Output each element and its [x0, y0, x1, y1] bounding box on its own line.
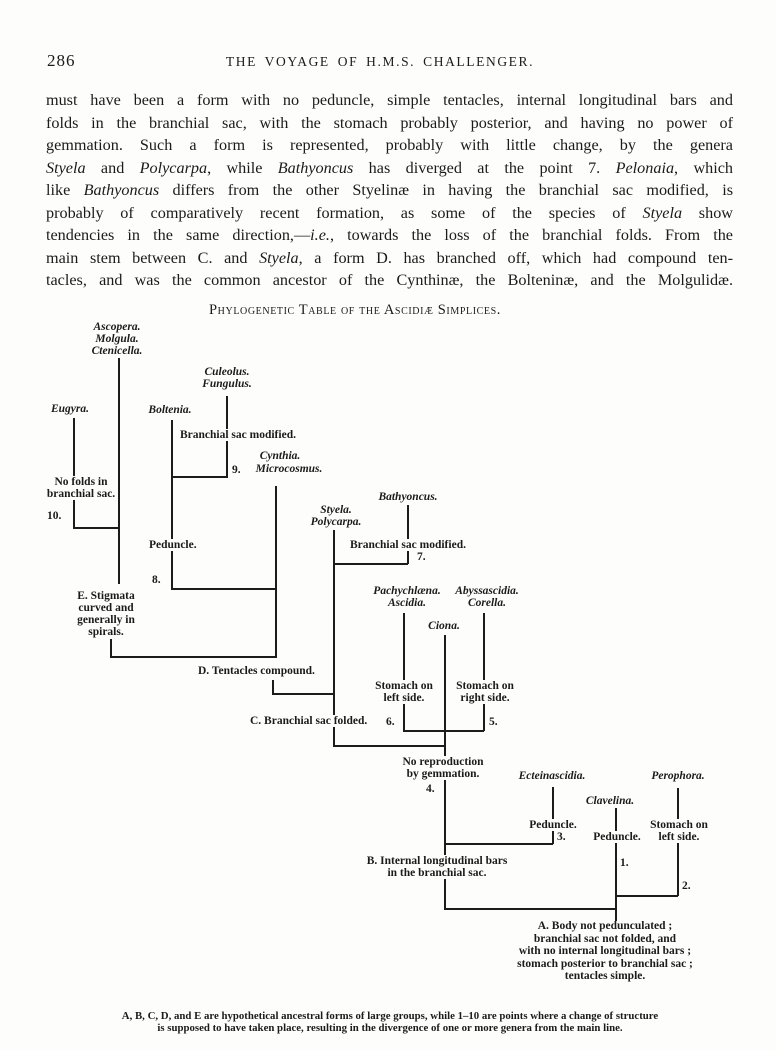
label-peduncle-3: Peduncle. [529, 819, 577, 831]
junction-5-6-connector [403, 730, 484, 732]
pachychlaena-branch-line [403, 613, 405, 731]
label-point-4: 4. [426, 783, 435, 795]
label-cynthia: Cynthia. [259, 450, 301, 462]
label-peduncle-8: Peduncle. [149, 539, 197, 551]
label-ascopera-group: Ascopera. Molgula. Ctenicella. [91, 321, 143, 357]
paragraph-line: tacles, and was the common ancestor of the Cynthinæ, the Bolteninæ, and the Molgulidæ. [46, 271, 733, 289]
figure-caption-line: A, B, C, D, and E are hypothetical ancestral forms of large groups, while 1–10 are points where a change of structure [121, 1010, 659, 1022]
junction-c-connector [333, 745, 445, 747]
label-culeolus-group: Culeolus. Fungulus. [202, 366, 252, 390]
label-e-stigmata: E. Stigmata curved and generally in spirals. [77, 590, 135, 638]
junction-7-connector [333, 563, 408, 565]
label-c-branchial: C. Branchial sac folded. [250, 715, 368, 727]
label-pachychlaena-group: Pachychlæna. Ascidia. [373, 585, 441, 609]
label-point-1: 1. [620, 857, 629, 869]
label-point-8: 8. [152, 574, 161, 586]
label-eugyra: Eugyra. [50, 403, 90, 415]
paragraph-line: main stem between C. and Styela, a form D. has branched off, which had compound ten- [46, 248, 733, 267]
junction-d-connector [272, 693, 334, 695]
label-abyssascidia-group: Abyssascidia. Corella. [455, 585, 519, 609]
figure-caption-line: is supposed to have taken place, resulting in the divergence of one or more genera from the main line. [157, 1021, 623, 1034]
page-number: 286 [47, 51, 76, 70]
paragraph-line: must have been a form with no peduncle, simple tentacles, internal longitudinal bars and [46, 91, 733, 109]
junction-3-connector [444, 843, 553, 845]
junction-2-connector [615, 895, 678, 897]
label-a-body: A. Body not pedunculated ; branchial sac not folded, and with no internal longitudinal bars ; stomach posterior to branchial sac ; tentacles simple. [517, 920, 693, 983]
paragraph-line: Styela and Polycarpa, while Bathyoncus has diverged at the point 7. Pelonaia, which [46, 158, 734, 177]
label-point-9: 9. [232, 464, 241, 476]
label-point-6: 6. [386, 716, 395, 728]
junction-9-connector [171, 476, 228, 478]
label-point-3: 3. [557, 831, 566, 843]
label-branchial-sac-modified-9: Branchial sac modified. [180, 429, 296, 441]
label-point-5: 5. [489, 716, 498, 728]
label-styela-group: Styela. Polycarpa. [310, 504, 362, 528]
bathyoncus-branch-line [407, 505, 409, 564]
eugyra-branch-line [73, 418, 75, 528]
running-title: THE VOYAGE OF H.M.S. CHALLENGER. [225, 54, 535, 69]
label-ciona: Ciona. [428, 620, 460, 632]
label-b-internal: B. Internal longitudinal bars in the branchial sac. [366, 855, 508, 879]
clavelina-branch-line [615, 808, 617, 921]
paragraph-line: tendencies in the same direction,—i.e., towards the loss of the branchial folds. From the [46, 226, 733, 244]
label-microcosmus: Microcosmus. [255, 463, 323, 475]
label-d-tentacles: D. Tentacles compound. [198, 665, 315, 677]
paragraph-line: probably of comparatively recent formation, as some of the species of Styela show [46, 203, 733, 222]
microcosmus-branch-line [275, 486, 277, 657]
ecteinascidia-branch-line [552, 787, 554, 844]
label-no-reproduction: No reproduction by gemmation. [402, 756, 484, 780]
paragraph-line: like Bathyoncus differs from the other Styelinæ in having the branchial sac modified, is [46, 181, 733, 199]
ascopera-branch-line [118, 358, 120, 584]
boltenia-branch-line [171, 420, 173, 589]
label-bathyoncus: Bathyoncus. [378, 491, 438, 503]
label-perophora: Perophora. [651, 770, 705, 782]
label-clavelina: Clavelina. [585, 795, 635, 807]
junction-1-a-connector [444, 908, 616, 910]
label-point-2: 2. [682, 880, 691, 892]
label-point-7: 7. [417, 551, 426, 563]
label-no-folds: No folds in branchial sac. [46, 476, 116, 500]
label-peduncle-1: Peduncle. [593, 831, 641, 843]
label-ecteinascidia: Ecteinascidia. [518, 770, 586, 782]
label-point-10: 10. [47, 510, 62, 522]
figure-title: Phylogenetic Table of the Ascidiæ Simplices. [209, 302, 501, 318]
label-boltenia: Boltenia. [148, 404, 192, 416]
paragraph-line: folds in the branchial sac, with the stomach probably posterior, and having no power of [46, 113, 733, 132]
junction-e-connector [110, 656, 277, 658]
label-stomach-left-2: Stomach on left side. [650, 819, 708, 843]
d-junction-stub [272, 680, 274, 694]
paragraph-line: gemmation. Such a form is represented, probably with little change, by the genera [46, 136, 733, 154]
label-branchial-sac-modified-7: Branchial sac modified. [350, 539, 466, 551]
label-stomach-left-6: Stomach on left side. [375, 680, 433, 704]
label-stomach-right-5: Stomach on right side. [456, 680, 514, 704]
e-junction-stub [110, 639, 112, 657]
corella-branch-line [483, 613, 485, 731]
junction-8-connector [171, 588, 277, 590]
junction-10-connector [73, 527, 120, 529]
figure-caption [122, 1011, 658, 1035]
